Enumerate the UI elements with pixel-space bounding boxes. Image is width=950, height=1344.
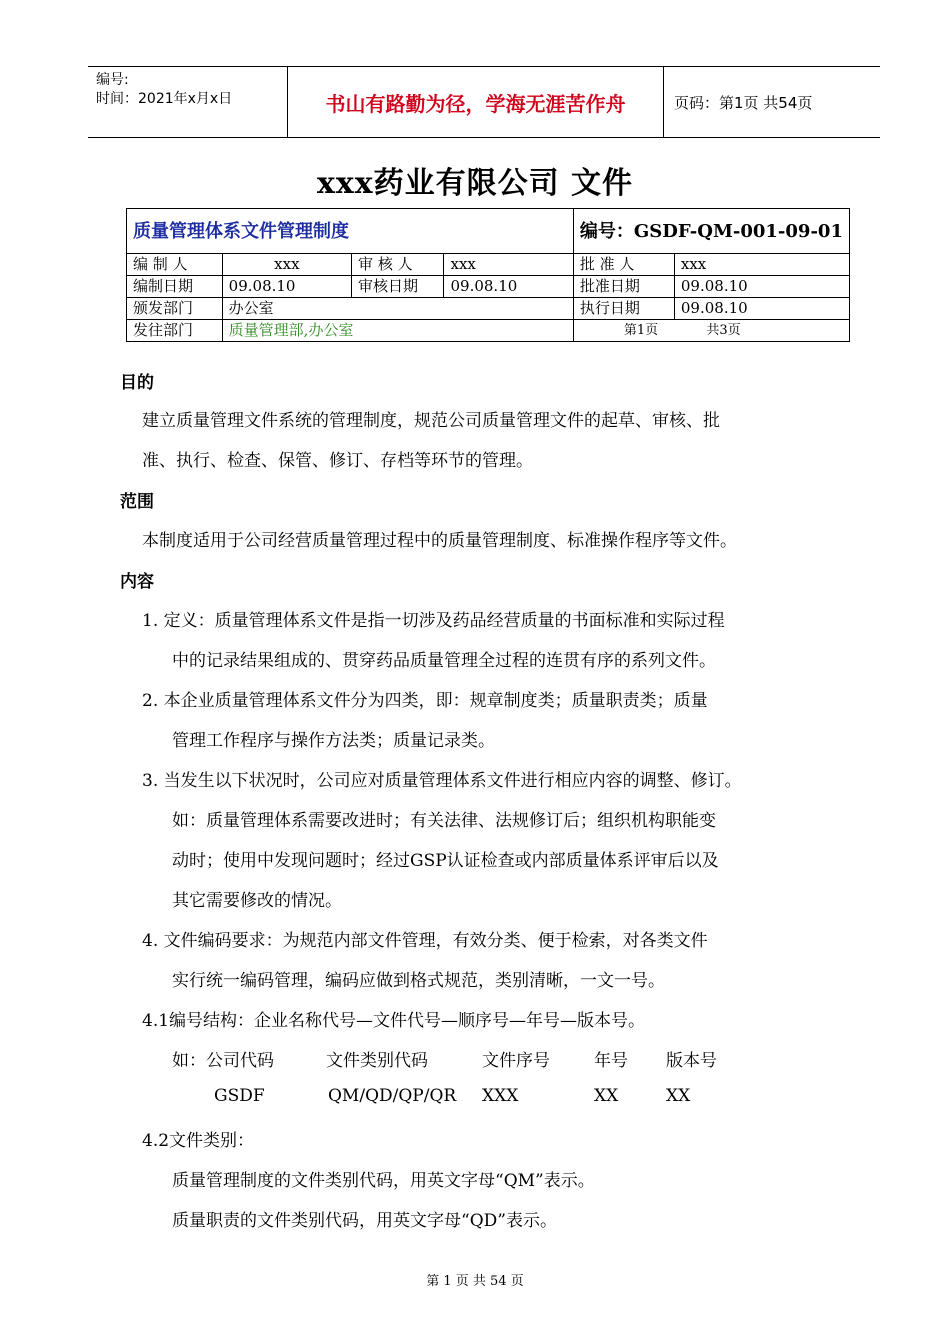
code-value: GSDF bbox=[214, 1086, 265, 1106]
cell-value: 09.08.10 bbox=[674, 276, 849, 298]
cell-value: xxx bbox=[222, 254, 351, 276]
code-header: 文件序号 bbox=[482, 1051, 550, 1071]
doc-name: 质量管理体系文件管理制度 bbox=[127, 209, 574, 254]
code-header: 如：公司代码 bbox=[172, 1051, 274, 1071]
cell-value: xxx bbox=[444, 254, 573, 276]
cell-label: 编制日期 bbox=[127, 276, 223, 298]
paragraph-line: 3. 当发生以下状况时，公司应对质量管理体系文件进行相应内容的调整、修订。 bbox=[142, 771, 742, 791]
paragraph-line: 如：质量管理体系需要改进时；有关法律、法规修订后；组织机构职能变 bbox=[172, 811, 716, 831]
code-header: 版本号 bbox=[666, 1051, 717, 1071]
time-label: 时间：2021年x月x日 bbox=[96, 91, 233, 107]
motto: 书山有路勤为径，学海无涯苦作舟 bbox=[288, 67, 664, 137]
cell-label: 批准日期 bbox=[573, 276, 674, 298]
document-info-table bbox=[126, 208, 850, 342]
doc-code: 编号：GSDF-QM-001-09-01 bbox=[573, 209, 849, 254]
code-value: XX bbox=[666, 1086, 691, 1106]
code-value: XXX bbox=[482, 1086, 519, 1106]
cell-label: 批 准 人 bbox=[573, 254, 674, 276]
paragraph-line: 4. 文件编码要求：为规范内部文件管理，有效分类、便于检索，对各类文件 bbox=[142, 931, 708, 951]
code-value: XX bbox=[594, 1086, 619, 1106]
cell-label: 编 制 人 bbox=[127, 254, 223, 276]
cell-value: 办公室 bbox=[222, 298, 573, 320]
page-header bbox=[88, 66, 880, 138]
header-left bbox=[88, 67, 288, 137]
paragraph-line: 中的记录结果组成的、贯穿药品质量管理全过程的连贯有序的系列文件。 bbox=[172, 651, 716, 671]
code-header: 文件类别代码 bbox=[326, 1051, 428, 1071]
cell-value: 09.08.10 bbox=[222, 276, 351, 298]
section-heading: 范围 bbox=[120, 492, 154, 512]
document-title: xxx药业有限公司 文件 bbox=[316, 166, 634, 201]
page-count-cell bbox=[573, 320, 849, 342]
paragraph-line: 建立质量管理文件系统的管理制度，规范公司质量管理文件的起草、审核、批 bbox=[142, 411, 720, 431]
cell-label: 发往部门 bbox=[127, 320, 223, 342]
paragraph-line: 1. 定义：质量管理体系文件是指一切涉及药品经营质量的书面标准和实际过程 bbox=[142, 611, 725, 631]
cell-value: 09.08.10 bbox=[674, 298, 849, 320]
paragraph-line: 动时；使用中发现问题时；经过GSP认证检查或内部质量体系评审后以及 bbox=[172, 851, 719, 871]
cell-label: 执行日期 bbox=[573, 298, 674, 320]
paragraph-line: 4.1编号结构：企业名称代号—文件代号—顺序号—年号—版本号。 bbox=[142, 1011, 646, 1031]
paragraph-line: 其它需要修改的情况。 bbox=[172, 891, 342, 911]
section-heading: 内容 bbox=[120, 572, 154, 592]
paragraph-line: 质量管理制度的文件类别代码，用英文字母“QM”表示。 bbox=[172, 1171, 595, 1191]
number-label: 编号: bbox=[96, 72, 129, 88]
cell-label: 颁发部门 bbox=[127, 298, 223, 320]
paragraph-line: 实行统一编码管理，编码应做到格式规范，类别清晰，一文一号。 bbox=[172, 971, 665, 991]
paragraph-line: 本制度适用于公司经营质量管理过程中的质量管理制度、标准操作程序等文件。 bbox=[142, 531, 737, 551]
paragraph-line: 准、执行、检查、保管、修订、存档等环节的管理。 bbox=[142, 451, 533, 471]
page-total: 共3页 bbox=[706, 323, 741, 338]
paragraph-line: 2. 本企业质量管理体系文件分为四类，即：规章制度类；质量职责类；质量 bbox=[142, 691, 708, 711]
page-footer: 第 1 页 共 54 页 bbox=[426, 1274, 524, 1289]
paragraph-line: 4.2文件类别： bbox=[142, 1131, 255, 1151]
cell-value: xxx bbox=[674, 254, 849, 276]
cell-label: 审 核 人 bbox=[352, 254, 444, 276]
cell-label: 审核日期 bbox=[352, 276, 444, 298]
cell-value: 质量管理部,办公室 bbox=[222, 320, 573, 342]
code-header: 年号 bbox=[594, 1051, 628, 1071]
section-heading: 目的 bbox=[120, 373, 154, 393]
paragraph-line: 质量职责的文件类别代码，用英文字母“QD”表示。 bbox=[172, 1211, 557, 1231]
code-value: QM/QD/QP/QR bbox=[328, 1086, 457, 1106]
cell-value: 09.08.10 bbox=[444, 276, 573, 298]
paragraph-line: 管理工作程序与操作方法类；质量记录类。 bbox=[172, 731, 495, 751]
page-info: 页码：第1页 共54页 bbox=[674, 93, 813, 112]
page-of: 第1页 bbox=[623, 323, 659, 338]
